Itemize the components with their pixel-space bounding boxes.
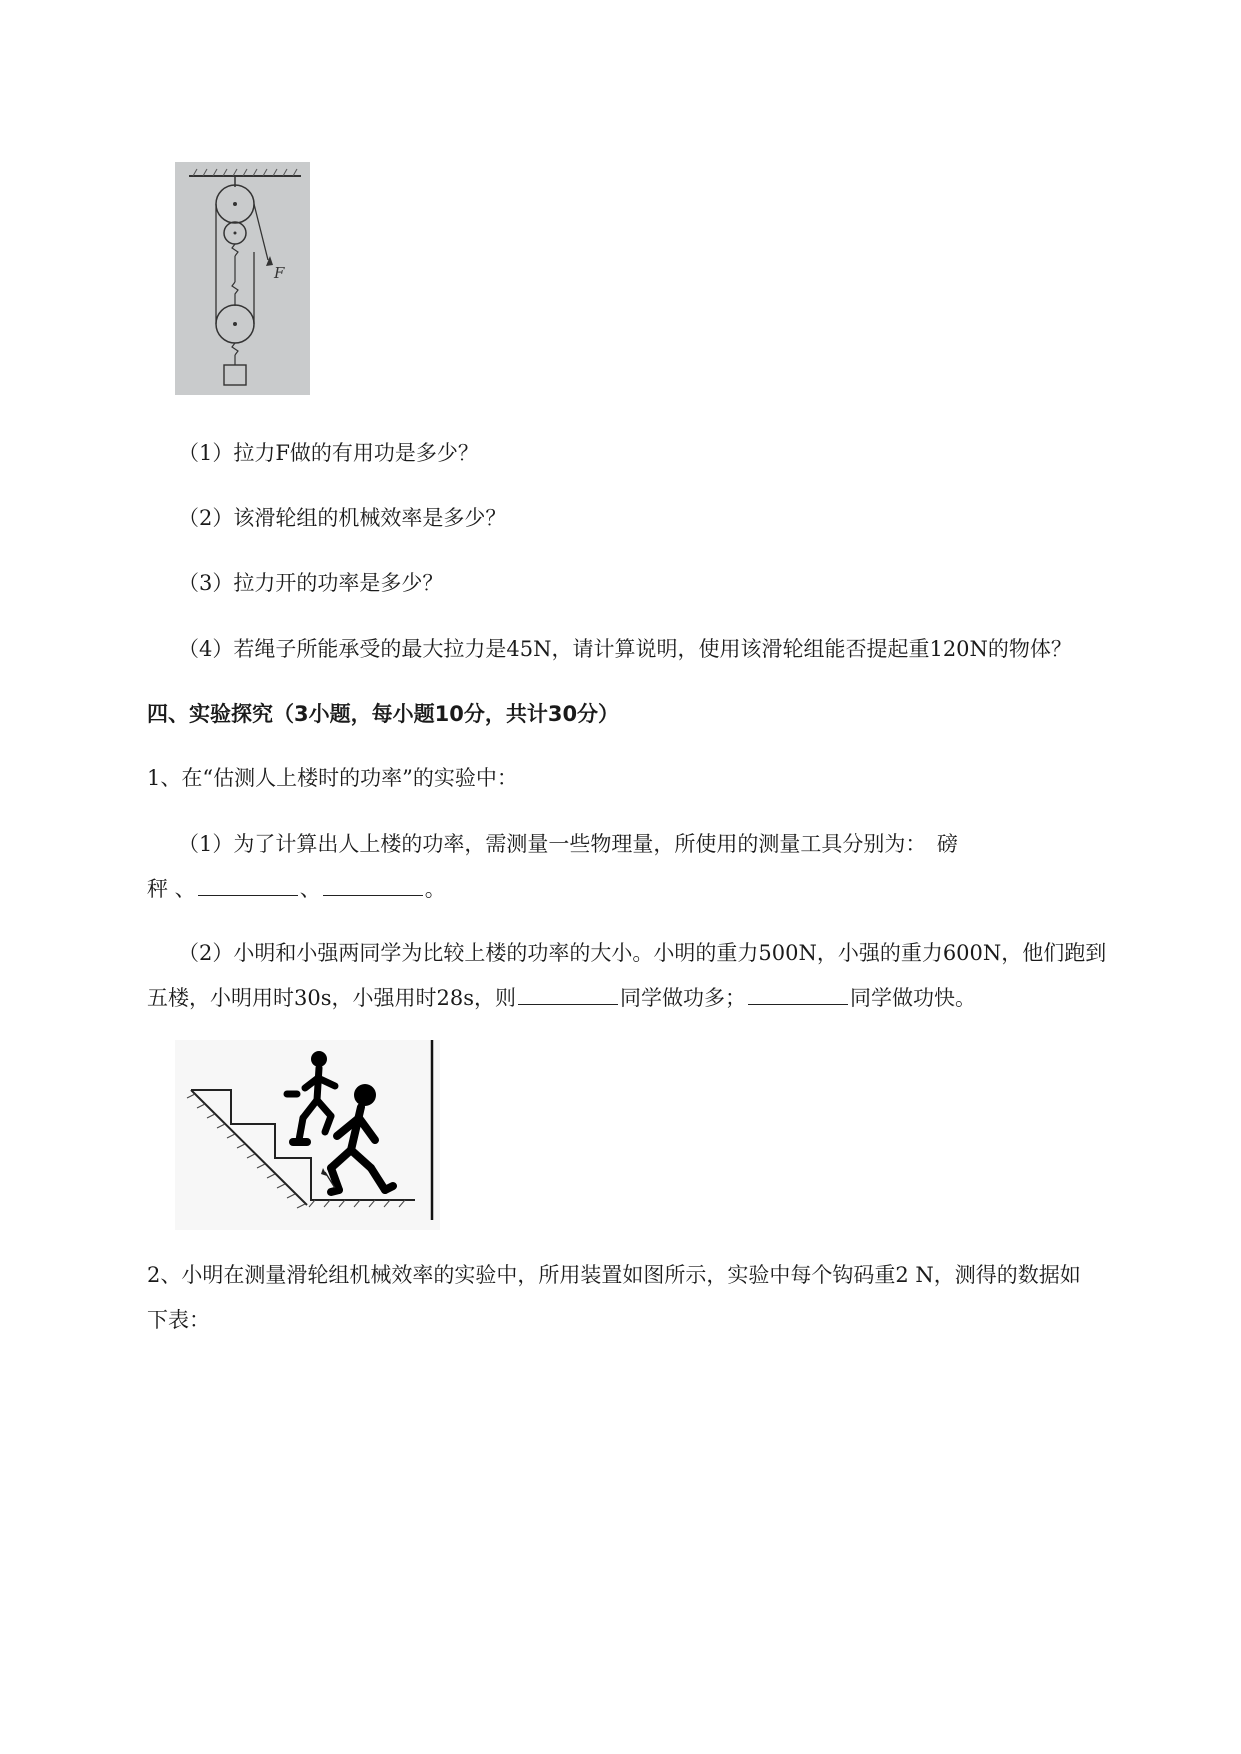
section-title: 四、实验探究（3小题，每小题10分，共计30分） <box>147 702 620 726</box>
answer-blank-tool-2[interactable] <box>198 873 298 896</box>
q1-sub1-line2-start: 秤 、 <box>147 877 196 901</box>
stairs-runners-illustration <box>175 1040 440 1230</box>
answer-blank-faster[interactable] <box>748 982 848 1005</box>
question-2: （2）该滑轮组的机械效率是多少？ <box>178 506 507 530</box>
force-label: F <box>274 264 285 282</box>
q1-sub2-mid: 同学做功多； <box>620 986 746 1010</box>
q1-sub1-line1: （1）为了计算出人上楼的功率，需测量一些物理量，所使用的测量工具分别为： 磅 <box>178 832 958 856</box>
answer-blank-more-work[interactable] <box>518 982 618 1005</box>
q1-sub1-end: 。 <box>424 877 446 901</box>
stairs-figure <box>175 1040 440 1230</box>
question-1: （1）拉力F做的有用功是多少？ <box>178 441 479 465</box>
answer-blank-tool-3[interactable] <box>323 873 423 896</box>
pulley-figure <box>175 162 310 395</box>
q2-line2: 下表： <box>147 1308 210 1332</box>
q1-sub1-line2 <box>147 873 446 904</box>
question-3: （3）拉力开的功率是多少？ <box>178 571 444 595</box>
q1-sub2-line2-start: 五楼，小明用时30s，小强用时28s，则 <box>147 986 516 1010</box>
question-4: （4）若绳子所能承受的最大拉力是45N，请计算说明，使用该滑轮组能否提起重120N的物体？ <box>178 637 1072 661</box>
q1-sub2-line1: （2）小明和小强两同学为比较上楼的功率的大小。小明的重力500N，小强的重力600N，他们跑到 <box>178 941 1107 965</box>
q1-sub2-end: 同学做功快。 <box>850 986 976 1010</box>
q1-stem: 1、在“估测人上楼时的功率”的实验中： <box>147 766 518 790</box>
q2-line1: 2、小明在测量滑轮组机械效率的实验中，所用装置如图所示，实验中每个钩码重2 N，测得的数据如 <box>147 1263 1081 1287</box>
q1-sub2-line2 <box>147 982 976 1013</box>
q1-sub1-sep: 、 <box>299 877 321 901</box>
pulley-diagram <box>175 162 310 395</box>
